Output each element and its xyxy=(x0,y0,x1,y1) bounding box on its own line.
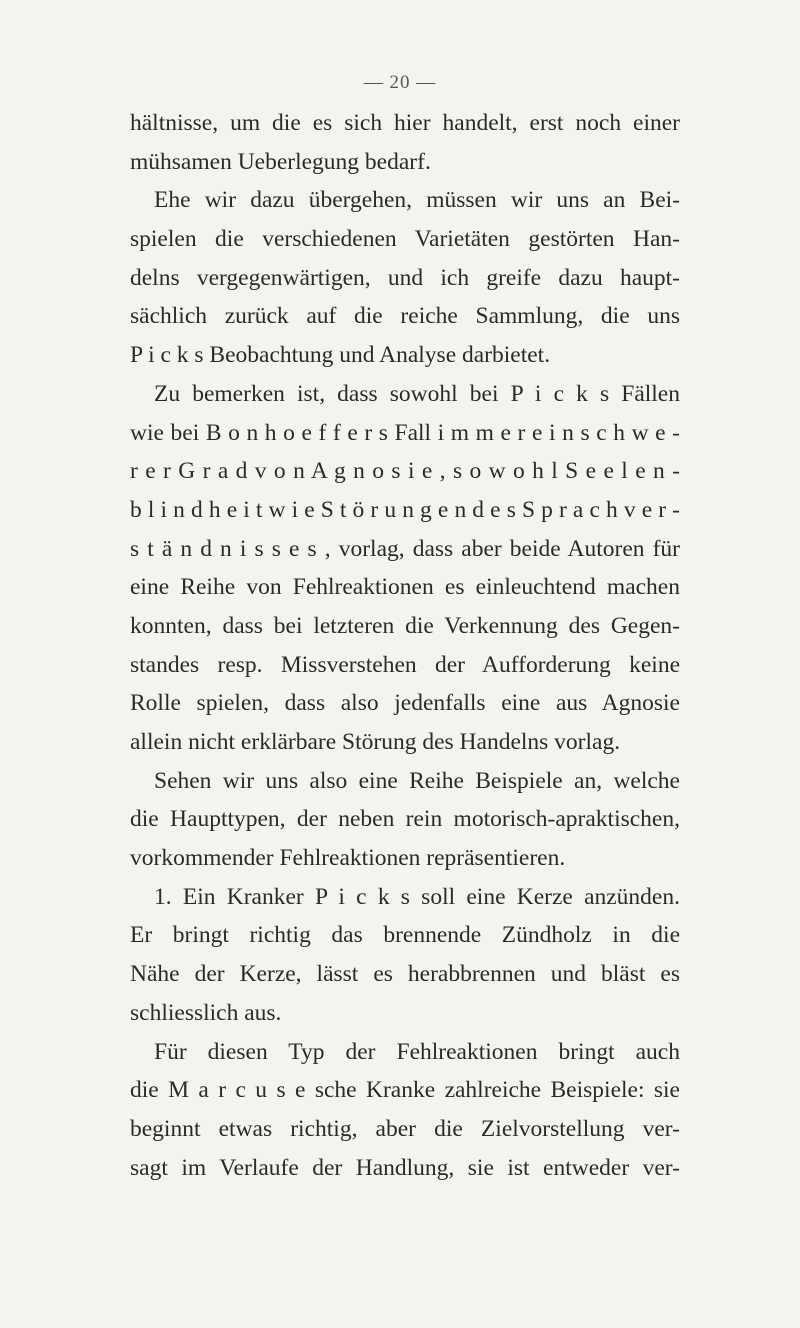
page-number: — 20 — xyxy=(363,72,437,93)
text-line: allein nicht erklärbare Störung des Handelns vorlag. xyxy=(130,729,621,755)
text-line: 1. Ein Kranker P i c k s soll eine Kerze anzünden. xyxy=(154,883,680,910)
text-line: b l i n d h e i t w i e S t ö r u n g e n d e s S p r a c h v e r - xyxy=(130,496,680,523)
text-line: schliesslich aus. xyxy=(130,999,282,1026)
text-line: die M a r c u s e sche Kranke zahlreiche Beispiele: sie xyxy=(130,1077,680,1104)
text-line: Zu bemerken ist, dass sowohl bei P i c k s Fällen xyxy=(154,380,680,407)
text-line: wie bei B o n h o e f f e r s Fall i m m e r e i n s c h w e - xyxy=(130,419,680,446)
text-line: sagt im Verlaufe der Handlung, sie ist entweder ver- xyxy=(130,1154,680,1181)
text-line: konnten, dass bei letzteren die Verkennung des Gegen- xyxy=(130,612,680,639)
text-line: mühsamen Ueberlegung bedarf. xyxy=(130,148,431,175)
text-line: vorkommender Fehlreaktionen repräsentieren. xyxy=(130,845,566,872)
text-line: eine Reihe von Fehlreaktionen es einleuchtend machen xyxy=(130,574,680,601)
text-line: Rolle spielen, dass also jedenfalls eine aus Agnosie xyxy=(130,690,680,717)
text-line: beginnt etwas richtig, aber die Zielvorstellung ver- xyxy=(130,1115,680,1142)
text-line: delns vergegenwärtigen, und ich greife dazu haupt- xyxy=(130,264,680,291)
text-line: hältnisse, um die es sich hier handelt, erst noch einer xyxy=(130,110,680,136)
text-line: die Haupttypen, der neben rein motorisch-apraktischen, xyxy=(130,806,680,833)
text-line: Ehe wir dazu übergehen, müssen wir uns an Bei- xyxy=(154,187,680,214)
text-line: standes resp. Missverstehen der Aufforderung keine xyxy=(130,651,680,678)
text-line: spielen die verschiedenen Varietäten gestörten Han- xyxy=(130,226,680,253)
text-line: Er bringt richtig das brennende Zündholz in die xyxy=(130,922,680,949)
text-line: r e r G r a d v o n A g n o s i e , s o w o h l S e e l e n - xyxy=(130,458,680,485)
text-line: s t ä n d n i s s e s , vorlag, dass aber beide Autoren für xyxy=(130,535,680,562)
text-line: sächlich zurück auf die reiche Sammlung, die uns xyxy=(130,303,680,330)
text-line: Nähe der Kerze, lässt es herabbrennen und bläst es xyxy=(130,961,680,988)
text-line: Für diesen Typ der Fehlreaktionen bringt auch xyxy=(154,1038,680,1065)
text-line: Sehen wir uns also eine Reihe Beispiele an, welche xyxy=(154,767,680,794)
text-line: P i c k s Beobachtung und Analyse darbietet. xyxy=(130,342,551,369)
body-text xyxy=(130,104,680,1187)
